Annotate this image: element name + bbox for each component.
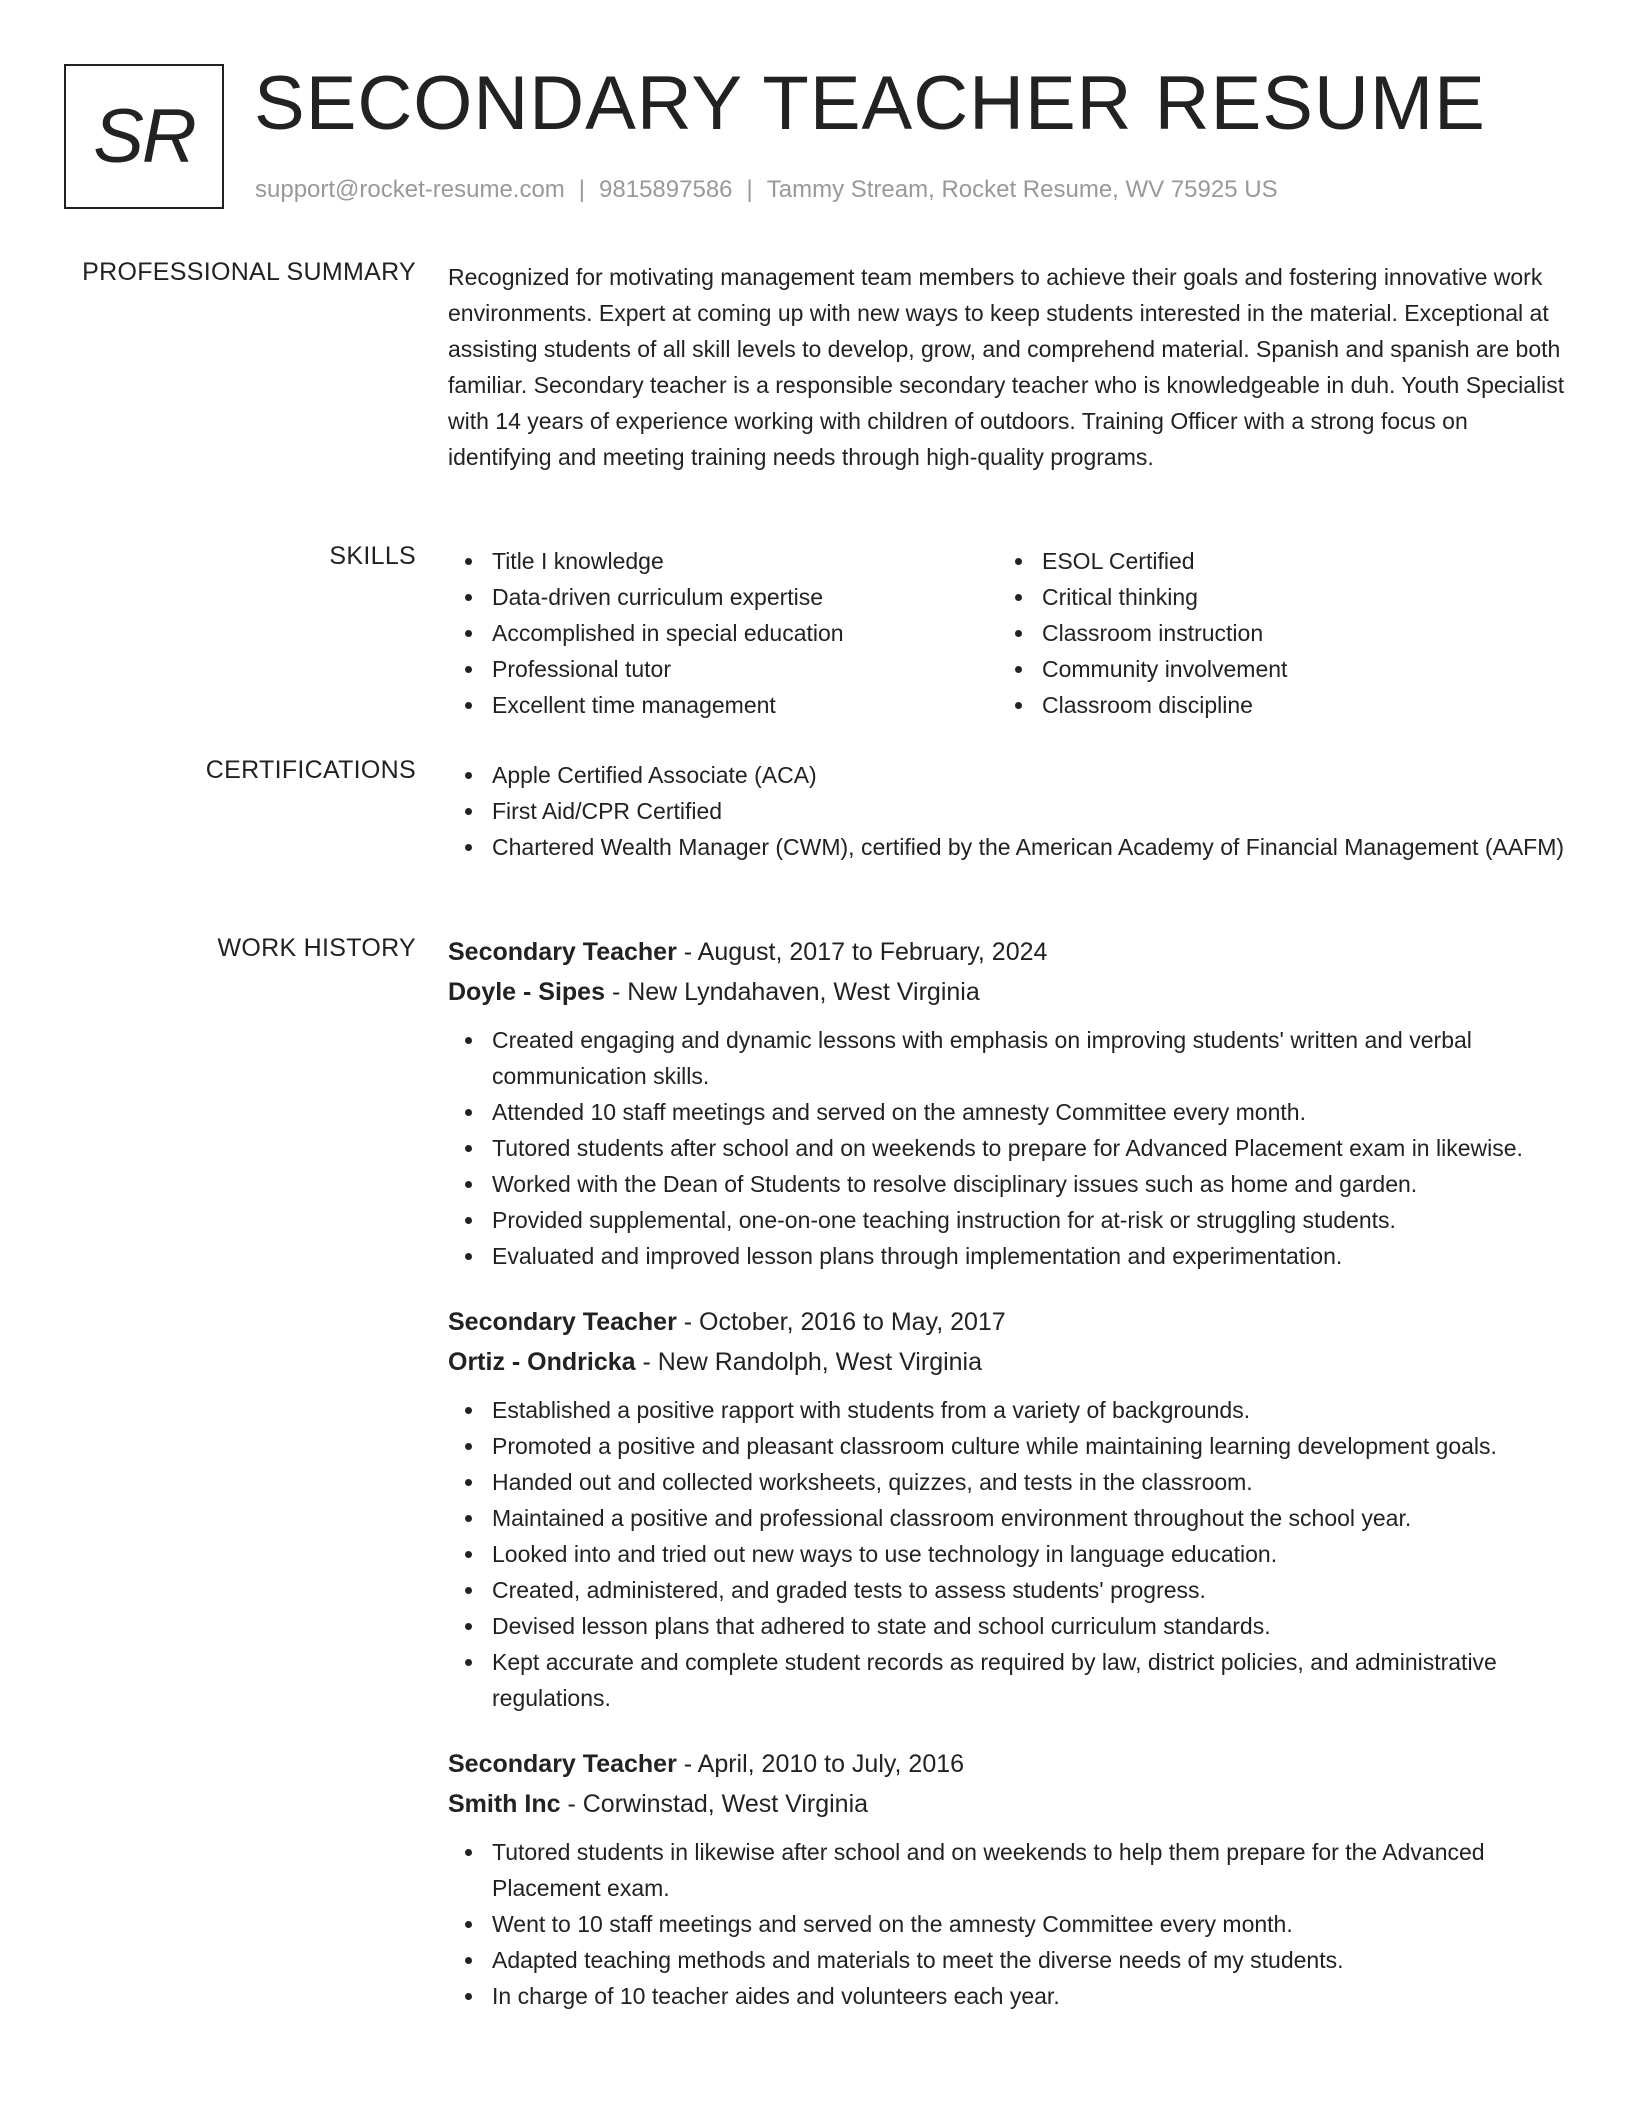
list-item: Critical thinking (998, 579, 1548, 615)
work-history-body (448, 932, 1568, 2042)
resume-header (64, 61, 1564, 214)
list-item: Provided supplemental, one-on-one teaching instruction for at-risk or struggling students. (448, 1202, 1568, 1238)
certifications-heading: CERTIFICATIONS (205, 756, 416, 784)
job-dates: October, 2016 to May, 2017 (699, 1308, 1006, 1336)
skills-heading: SKILLS (329, 542, 416, 570)
summary-heading: PROFESSIONAL SUMMARY (82, 258, 416, 286)
list-item: Looked into and tried out new ways to use technology in language education. (448, 1536, 1568, 1572)
job-role: Secondary Teacher (448, 938, 677, 966)
job-title-line: Secondary Teacher - August, 2017 to February, 2024 (448, 938, 1048, 966)
job-company-line: Smith Inc - Corwinstad, West Virginia (448, 1790, 869, 1818)
job-company-line: Doyle - Sipes - New Lyndahaven, West Virginia (448, 978, 980, 1006)
list-item: Created, administered, and graded tests to assess students' progress. (448, 1572, 1568, 1608)
list-item: Apple Certified Associate (ACA) (448, 757, 1568, 793)
certifications-body (448, 757, 1568, 865)
list-item: Title I knowledge (448, 543, 998, 579)
job-entry (448, 932, 1568, 1274)
summary-text: Recognized for motivating management team members to achieve their goals and fostering innovative work environments. Expert at coming up with new ways to keep students interested in the material. Exceptional at assisting students of all skill levels to develop, grow, and comprehend material. Spanish and spanish are both familiar. Secondary teacher is a responsible secondary teacher who is knowledgeable in duh. Youth Specialist with 14 years of experience working with children of outdoors. Training Officer with a strong focus on identifying and meeting training needs through high-quality programs. (448, 264, 1565, 470)
job-dates: April, 2010 to July, 2016 (697, 1750, 965, 1778)
list-item: In charge of 10 teacher aides and volunteers each year. (448, 1978, 1568, 2014)
job-duties-list (448, 1392, 1568, 1716)
contact-phone[interactable]: 9815897586 (599, 176, 733, 203)
list-item: Created engaging and dynamic lessons with emphasis on improving students' written and verbal communication skills. (448, 1022, 1568, 1094)
contact-line (255, 176, 1278, 204)
work-history-heading: WORK HISTORY (217, 934, 416, 962)
job-role: Secondary Teacher (448, 1308, 677, 1336)
contact-email[interactable]: support@rocket-resume.com (255, 176, 565, 203)
list-item: Kept accurate and complete student records as required by law, district policies, and administrative regulations. (448, 1644, 1568, 1716)
job-company: Smith Inc (448, 1790, 561, 1818)
job-role: Secondary Teacher (448, 1750, 677, 1778)
list-item: Went to 10 staff meetings and served on the amnesty Committee every month. (448, 1906, 1568, 1942)
list-item: Promoted a positive and pleasant classroom culture while maintaining learning development goals. (448, 1428, 1568, 1464)
list-item: Attended 10 staff meetings and served on the amnesty Committee every month. (448, 1094, 1568, 1130)
contact-separator: | (578, 176, 586, 203)
job-entry (448, 1744, 1568, 2014)
skills-list-right (998, 543, 1548, 723)
job-duties-list (448, 1022, 1568, 1274)
job-title-line: Secondary Teacher - April, 2010 to July, 2016 (448, 1750, 965, 1778)
job-title-line: Secondary Teacher - October, 2016 to May, 2017 (448, 1308, 1006, 1336)
job-location: New Lyndahaven, West Virginia (627, 978, 980, 1006)
list-item: Classroom discipline (998, 687, 1548, 723)
list-item: Community involvement (998, 651, 1548, 687)
list-item: Adapted teaching methods and materials to meet the diverse needs of my students. (448, 1942, 1568, 1978)
list-item: Professional tutor (448, 651, 998, 687)
skills-columns (448, 543, 1568, 723)
job-location: New Randolph, West Virginia (657, 1348, 983, 1376)
list-item: ESOL Certified (998, 543, 1548, 579)
list-item: Maintained a positive and professional classroom environment throughout the school year. (448, 1500, 1568, 1536)
list-item: Devised lesson plans that adhered to state and school curriculum standards. (448, 1608, 1568, 1644)
job-company: Ortiz - Ondricka (448, 1348, 636, 1376)
skills-list-left (448, 543, 998, 723)
monogram-box (64, 64, 224, 209)
contact-separator: | (746, 176, 753, 203)
list-item: Tutored students after school and on weekends to prepare for Advanced Placement exam in likewise. (448, 1130, 1568, 1166)
contact-address: Tammy Stream, Rocket Resume, WV 75925 US (766, 176, 1278, 203)
list-item: Evaluated and improved lesson plans through implementation and experimentation. (448, 1238, 1568, 1274)
list-item: Handed out and collected worksheets, quizzes, and tests in the classroom. (448, 1464, 1568, 1500)
job-dates: August, 2017 to February, 2024 (697, 938, 1048, 966)
monogram-initials: SR (93, 94, 195, 179)
resume-title: SECONDARY TEACHER RESUME (254, 61, 1486, 146)
job-company-line: Ortiz - Ondricka - New Randolph, West Virginia (448, 1348, 983, 1376)
job-company: Doyle - Sipes (448, 978, 605, 1006)
certifications-list (448, 757, 1568, 865)
job-entry (448, 1302, 1568, 1716)
list-item: Data-driven curriculum expertise (448, 579, 998, 615)
list-item: Excellent time management (448, 687, 998, 723)
job-duties-list (448, 1834, 1568, 2014)
list-item: Tutored students in likewise after school and on weekends to help them prepare for the Advanced Placement exam. (448, 1834, 1568, 1906)
list-item: Chartered Wealth Manager (CWM), certified by the American Academy of Financial Management (AAFM) (448, 829, 1568, 865)
job-location: Corwinstad, West Virginia (582, 1790, 869, 1818)
list-item: Established a positive rapport with students from a variety of backgrounds. (448, 1392, 1568, 1428)
list-item: Worked with the Dean of Students to resolve disciplinary issues such as home and garden. (448, 1166, 1568, 1202)
list-item: First Aid/CPR Certified (448, 793, 1568, 829)
list-item: Accomplished in special education (448, 615, 998, 651)
list-item: Classroom instruction (998, 615, 1548, 651)
